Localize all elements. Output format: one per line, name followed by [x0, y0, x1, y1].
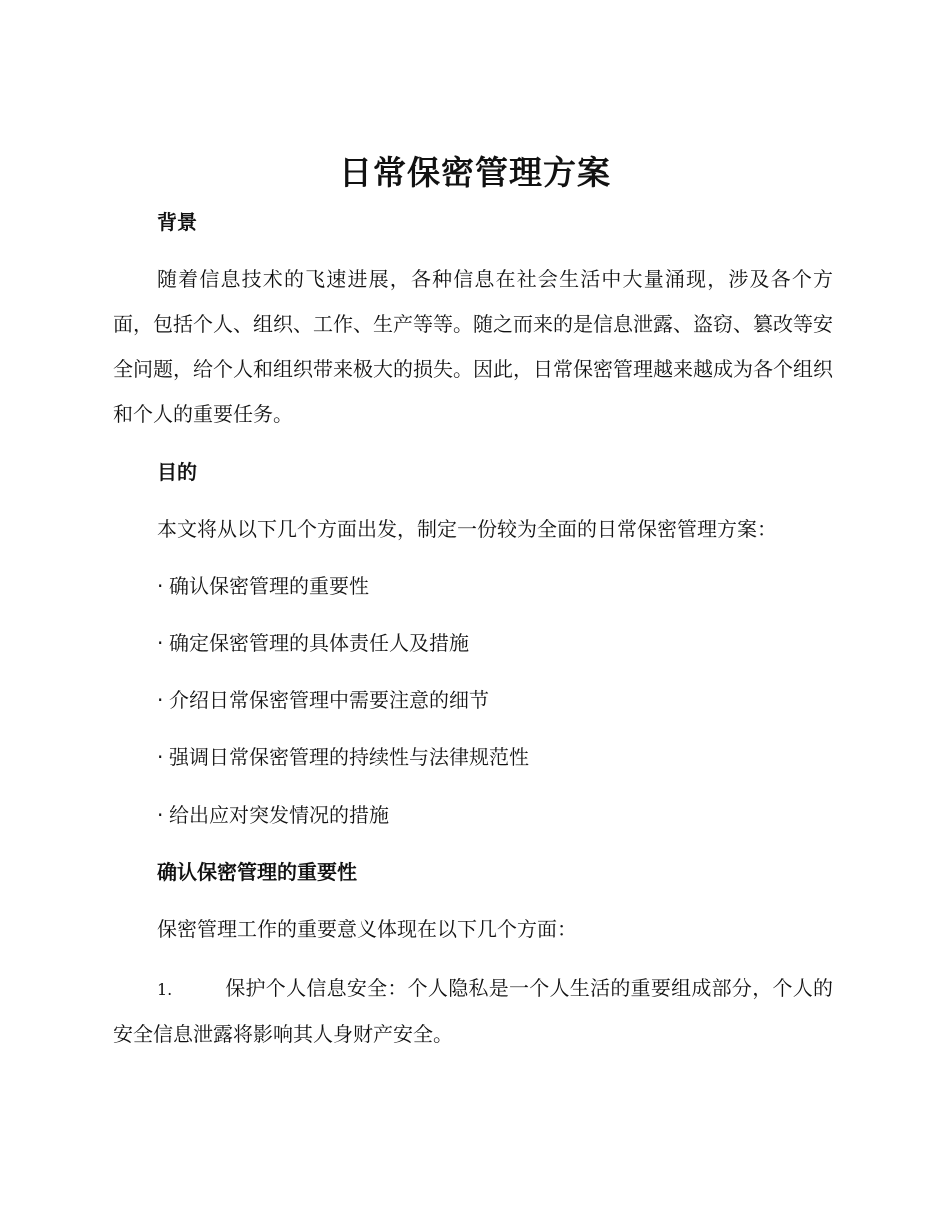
bullet-text: 确认保密管理的重要性	[169, 574, 369, 598]
bullet-dot: ·	[157, 631, 164, 655]
bullet-text: 确定保密管理的具体责任人及措施	[169, 631, 469, 655]
list-item	[113, 742, 833, 772]
bullet-dot: ·	[157, 574, 164, 598]
bullet-dot: ·	[157, 688, 164, 712]
list-item	[113, 685, 833, 715]
numbered-item	[113, 966, 833, 1057]
bullet-text: 介绍日常保密管理中需要注意的细节	[169, 688, 489, 712]
section-heading-purpose: 目的	[157, 460, 197, 484]
document-title: 日常保密管理方案	[339, 153, 611, 192]
list-item	[113, 571, 833, 601]
purpose-intro: 本文将从以下几个方面出发，制定一份较为全面的日常保密管理方案：	[157, 517, 777, 541]
bullet-text: 给出应对突发情况的措施	[169, 803, 389, 827]
list-item	[113, 800, 833, 830]
bullet-dot: ·	[157, 745, 164, 769]
list-item	[113, 628, 833, 658]
section-heading-background: 背景	[157, 210, 197, 234]
item-text: 保护个人信息安全：个人隐私是一个人生活的重要组成部分，个人的安全信息泄露将影响其人身财产安全。	[113, 976, 833, 1046]
bullet-dot: ·	[157, 803, 164, 827]
bullet-text: 强调日常保密管理的持续性与法律规范性	[169, 745, 529, 769]
section-heading-importance: 确认保密管理的重要性	[157, 860, 357, 884]
background-paragraph: 随着信息技术的飞速进展，各种信息在社会生活中大量涌现，涉及各个方面，包括个人、组织、工作、生产等等。随之而来的是信息泄露、盗窃、篡改等安全问题，给个人和组织带来极大的损失。因此，日常保密管理越来越成为各个组织和个人的重要任务。	[113, 267, 833, 426]
item-number: 1.	[157, 980, 173, 999]
importance-intro: 保密管理工作的重要意义体现在以下几个方面：	[157, 917, 577, 941]
